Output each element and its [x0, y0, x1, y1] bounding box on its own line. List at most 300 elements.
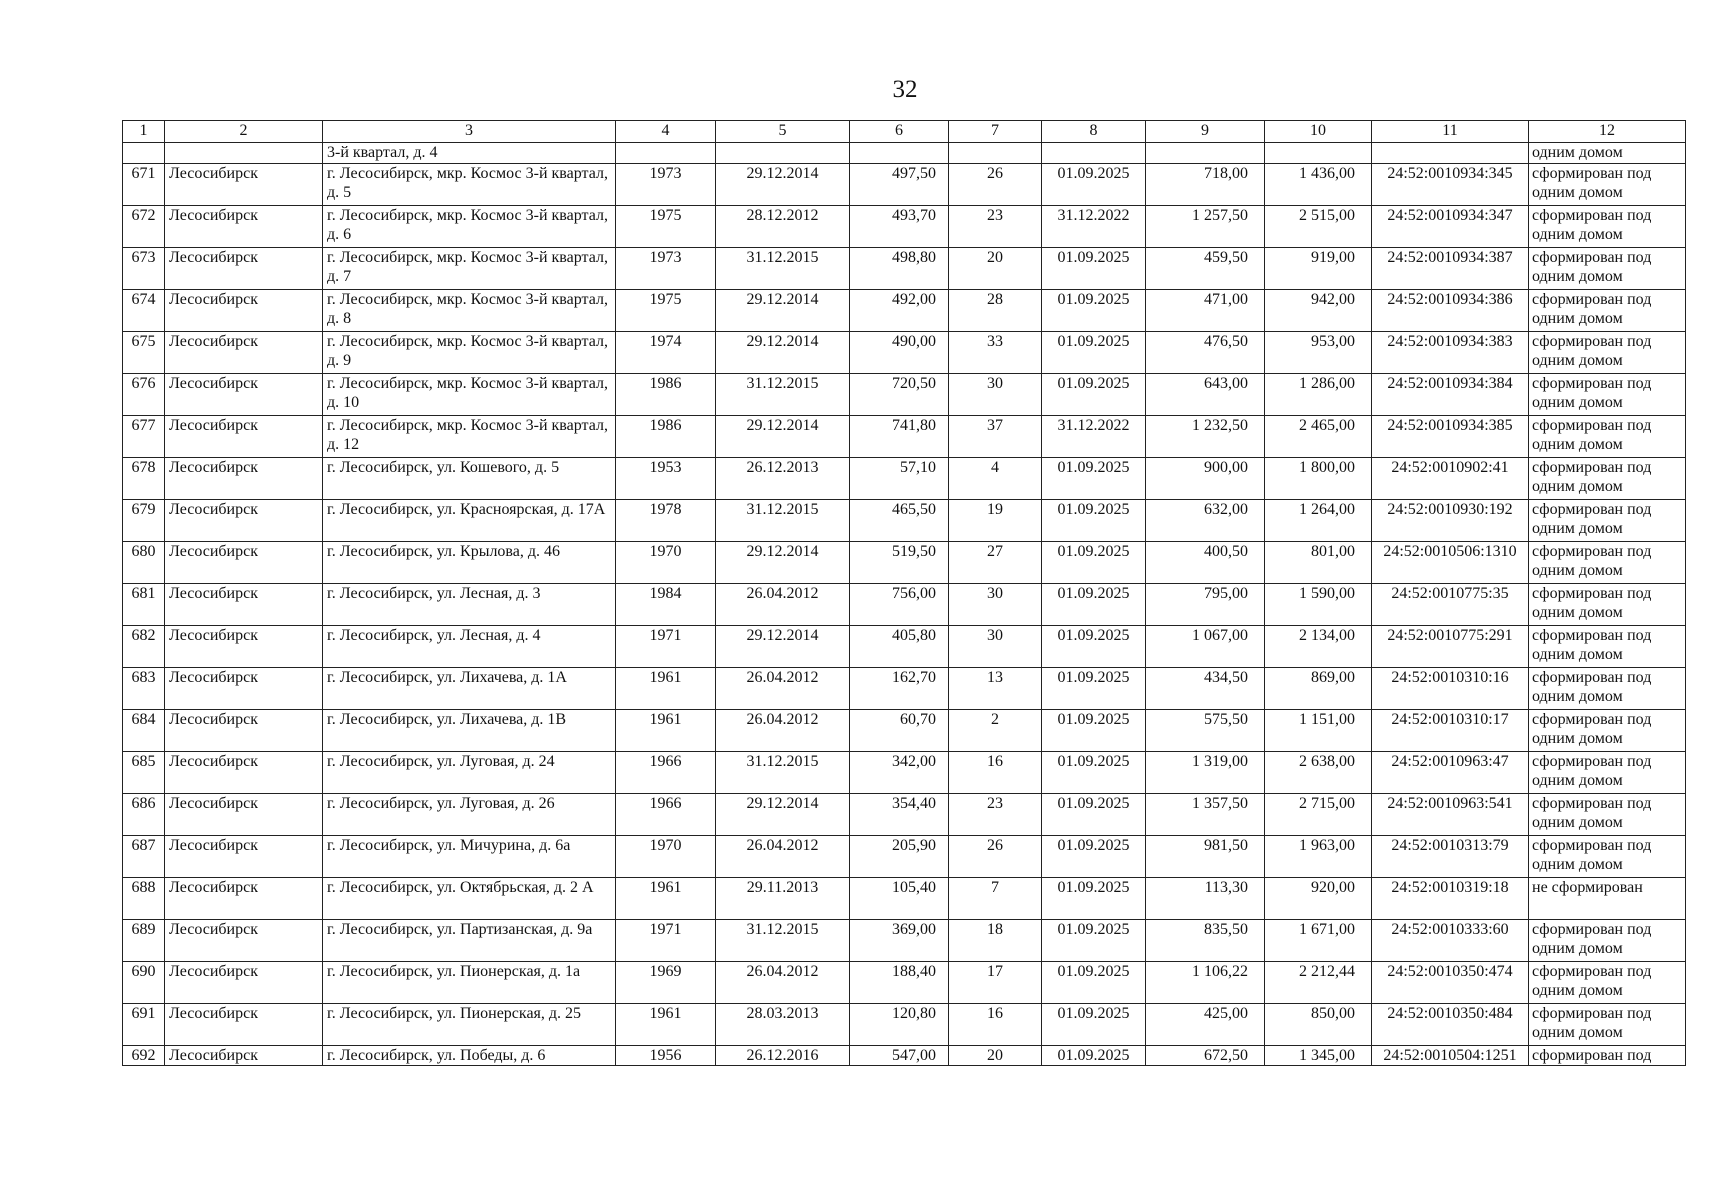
count-cell: 18 [949, 920, 1042, 962]
city-cell: Лесосибирск [165, 962, 323, 1004]
count-cell: 17 [949, 962, 1042, 1004]
table-row [123, 206, 1686, 248]
deadline-cell: 01.09.2025 [1042, 584, 1146, 626]
deadline-cell: 01.09.2025 [1042, 626, 1146, 668]
address-cell: г. Лесосибирск, мкр. Космос 3-й квартал, д. 8 [323, 290, 616, 332]
status-cell: сформирован под одним домом [1529, 752, 1686, 794]
row-number-cell: 682 [123, 626, 165, 668]
city-cell: Лесосибирск [165, 500, 323, 542]
count-cell: 26 [949, 836, 1042, 878]
count-cell: 2 [949, 710, 1042, 752]
city-cell: Лесосибирск [165, 416, 323, 458]
area-cell: 465,50 [850, 500, 949, 542]
count-cell: 27 [949, 542, 1042, 584]
count-cell: 7 [949, 878, 1042, 920]
year-cell: 1974 [616, 332, 716, 374]
area-cell: 720,50 [850, 374, 949, 416]
cadastre-number-cell: 24:52:0010934:345 [1372, 164, 1529, 206]
count-cell: 28 [949, 290, 1042, 332]
cadastre-number-cell: 24:52:0010775:291 [1372, 626, 1529, 668]
area-cell: 57,10 [850, 458, 949, 500]
deadline-cell: 01.09.2025 [1042, 920, 1146, 962]
empty-cell [1372, 143, 1529, 164]
year-cell: 1953 [616, 458, 716, 500]
deadline-cell: 01.09.2025 [1042, 542, 1146, 584]
area-cell: 105,40 [850, 878, 949, 920]
status-cell: сформирован под одним домом [1529, 542, 1686, 584]
cadastre-number-cell: 24:52:0010902:41 [1372, 458, 1529, 500]
column-header: 2 [165, 121, 323, 143]
address-cell: г. Лесосибирск, ул. Луговая, д. 24 [323, 752, 616, 794]
date-cell: 31.12.2015 [716, 374, 850, 416]
deadline-cell: 01.09.2025 [1042, 668, 1146, 710]
city-cell: Лесосибирск [165, 1046, 323, 1066]
table-row [123, 1004, 1686, 1046]
row-number-cell: 674 [123, 290, 165, 332]
count-cell: 13 [949, 668, 1042, 710]
date-cell: 29.12.2014 [716, 332, 850, 374]
deadline-cell: 31.12.2022 [1042, 206, 1146, 248]
cadastre-number-cell: 24:52:0010934:385 [1372, 416, 1529, 458]
date-cell: 28.03.2013 [716, 1004, 850, 1046]
value-cell: 801,00 [1265, 542, 1372, 584]
count-cell: 23 [949, 794, 1042, 836]
value-cell: 1 232,50 [1146, 416, 1265, 458]
row-number-cell: 678 [123, 458, 165, 500]
count-cell: 30 [949, 626, 1042, 668]
address-cell: г. Лесосибирск, мкр. Космос 3-й квартал, д. 12 [323, 416, 616, 458]
area-cell: 354,40 [850, 794, 949, 836]
row-number-cell: 684 [123, 710, 165, 752]
city-cell: Лесосибирск [165, 164, 323, 206]
column-header: 3 [323, 121, 616, 143]
year-cell: 1971 [616, 626, 716, 668]
cadastre-number-cell: 24:52:0010310:17 [1372, 710, 1529, 752]
area-cell: 369,00 [850, 920, 949, 962]
value-cell: 1 345,00 [1265, 1046, 1372, 1066]
column-header: 9 [1146, 121, 1265, 143]
area-cell: 60,70 [850, 710, 949, 752]
value-cell: 575,50 [1146, 710, 1265, 752]
row-number-cell: 689 [123, 920, 165, 962]
address-cell: г. Лесосибирск, ул. Победы, д. 6 [323, 1046, 616, 1066]
year-cell: 1961 [616, 668, 716, 710]
date-cell: 26.04.2012 [716, 584, 850, 626]
value-cell: 1 671,00 [1265, 920, 1372, 962]
row-number-cell: 685 [123, 752, 165, 794]
count-cell: 4 [949, 458, 1042, 500]
deadline-cell: 01.09.2025 [1042, 458, 1146, 500]
city-cell: Лесосибирск [165, 374, 323, 416]
table-row [123, 290, 1686, 332]
table-row [123, 752, 1686, 794]
date-cell: 26.04.2012 [716, 836, 850, 878]
year-cell: 1956 [616, 1046, 716, 1066]
year-cell: 1975 [616, 206, 716, 248]
date-cell: 29.12.2014 [716, 794, 850, 836]
city-cell: Лесосибирск [165, 920, 323, 962]
city-cell: Лесосибирск [165, 710, 323, 752]
cadastre-number-cell: 24:52:0010934:387 [1372, 248, 1529, 290]
date-cell: 29.12.2014 [716, 416, 850, 458]
value-cell: 425,00 [1146, 1004, 1265, 1046]
value-cell: 1 590,00 [1265, 584, 1372, 626]
value-cell: 434,50 [1146, 668, 1265, 710]
value-cell: 2 465,00 [1265, 416, 1372, 458]
date-cell: 26.12.2013 [716, 458, 850, 500]
status-cell: сформирован под одним домом [1529, 836, 1686, 878]
table-row [123, 164, 1686, 206]
address-cell: г. Лесосибирск, ул. Пионерская, д. 25 [323, 1004, 616, 1046]
address-cell: г. Лесосибирск, мкр. Космос 3-й квартал, д. 10 [323, 374, 616, 416]
value-cell: 1 151,00 [1265, 710, 1372, 752]
year-cell: 1971 [616, 920, 716, 962]
city-cell: Лесосибирск [165, 836, 323, 878]
address-cell: г. Лесосибирск, ул. Партизанская, д. 9а [323, 920, 616, 962]
area-cell: 741,80 [850, 416, 949, 458]
status-cell: сформирован под одним домом [1529, 1004, 1686, 1046]
status-cell: сформирован под одним домом [1529, 248, 1686, 290]
value-cell: 2 515,00 [1265, 206, 1372, 248]
year-cell: 1966 [616, 752, 716, 794]
count-cell: 30 [949, 584, 1042, 626]
table-row [123, 710, 1686, 752]
status-cell: сформирован под одним домом [1529, 332, 1686, 374]
deadline-cell: 01.09.2025 [1042, 878, 1146, 920]
status-cell: сформирован под [1529, 1046, 1686, 1066]
deadline-cell: 01.09.2025 [1042, 794, 1146, 836]
row-number-cell: 683 [123, 668, 165, 710]
value-cell: 953,00 [1265, 332, 1372, 374]
cadastre-number-cell: 24:52:0010934:383 [1372, 332, 1529, 374]
address-cell: г. Лесосибирск, ул. Луговая, д. 26 [323, 794, 616, 836]
table-row [123, 794, 1686, 836]
city-cell: Лесосибирск [165, 668, 323, 710]
table-row [123, 668, 1686, 710]
value-cell: 1 106,22 [1146, 962, 1265, 1004]
address-cell: г. Лесосибирск, ул. Лесная, д. 4 [323, 626, 616, 668]
row-number-cell: 687 [123, 836, 165, 878]
column-header: 4 [616, 121, 716, 143]
value-cell: 643,00 [1146, 374, 1265, 416]
cadastre-number-cell: 24:52:0010504:1251 [1372, 1046, 1529, 1066]
status-cell: сформирован под одним домом [1529, 962, 1686, 1004]
city-cell: Лесосибирск [165, 626, 323, 668]
value-cell: 835,50 [1146, 920, 1265, 962]
count-cell: 30 [949, 374, 1042, 416]
year-cell: 1986 [616, 416, 716, 458]
table-row [123, 878, 1686, 920]
deadline-cell: 31.12.2022 [1042, 416, 1146, 458]
city-cell: Лесосибирск [165, 878, 323, 920]
column-header: 11 [1372, 121, 1529, 143]
value-cell: 2 715,00 [1265, 794, 1372, 836]
area-cell: 497,50 [850, 164, 949, 206]
cadastre-number-cell: 24:52:0010963:541 [1372, 794, 1529, 836]
year-cell: 1961 [616, 710, 716, 752]
status-cell: не сформирован [1529, 878, 1686, 920]
deadline-cell: 01.09.2025 [1042, 248, 1146, 290]
cadastre-number-cell: 24:52:0010350:474 [1372, 962, 1529, 1004]
date-cell: 31.12.2015 [716, 920, 850, 962]
column-header: 7 [949, 121, 1042, 143]
status-cell: сформирован под одним домом [1529, 668, 1686, 710]
cadastre-number-cell: 24:52:0010775:35 [1372, 584, 1529, 626]
year-cell: 1984 [616, 584, 716, 626]
year-cell: 1975 [616, 290, 716, 332]
empty-cell [123, 143, 165, 164]
deadline-cell: 01.09.2025 [1042, 290, 1146, 332]
date-cell: 31.12.2015 [716, 248, 850, 290]
status-cell: одним домом [1529, 143, 1686, 164]
value-cell: 981,50 [1146, 836, 1265, 878]
row-number-cell: 686 [123, 794, 165, 836]
value-cell: 672,50 [1146, 1046, 1265, 1066]
address-cell: г. Лесосибирск, ул. Пионерская, д. 1а [323, 962, 616, 1004]
value-cell: 1 257,50 [1146, 206, 1265, 248]
status-cell: сформирован под одним домом [1529, 290, 1686, 332]
area-cell: 405,80 [850, 626, 949, 668]
deadline-cell: 01.09.2025 [1042, 1004, 1146, 1046]
year-cell: 1978 [616, 500, 716, 542]
row-number-cell: 680 [123, 542, 165, 584]
area-cell: 493,70 [850, 206, 949, 248]
city-cell: Лесосибирск [165, 794, 323, 836]
value-cell: 2 212,44 [1265, 962, 1372, 1004]
year-cell: 1973 [616, 164, 716, 206]
address-cell: г. Лесосибирск, ул. Лесная, д. 3 [323, 584, 616, 626]
address-cell: г. Лесосибирск, ул. Лихачева, д. 1А [323, 668, 616, 710]
cadastre-number-cell: 24:52:0010350:484 [1372, 1004, 1529, 1046]
value-cell: 1 963,00 [1265, 836, 1372, 878]
table-row [123, 626, 1686, 668]
area-cell: 756,00 [850, 584, 949, 626]
value-cell: 632,00 [1146, 500, 1265, 542]
table-row [123, 374, 1686, 416]
year-cell: 1973 [616, 248, 716, 290]
table-row [123, 1046, 1686, 1066]
cadastre-number-cell: 24:52:0010333:60 [1372, 920, 1529, 962]
city-cell: Лесосибирск [165, 752, 323, 794]
city-cell: Лесосибирск [165, 332, 323, 374]
value-cell: 1 800,00 [1265, 458, 1372, 500]
value-cell: 476,50 [1146, 332, 1265, 374]
address-cell: г. Лесосибирск, мкр. Космос 3-й квартал, д. 9 [323, 332, 616, 374]
city-cell: Лесосибирск [165, 584, 323, 626]
city-cell: Лесосибирск [165, 1004, 323, 1046]
status-cell: сформирован под одним домом [1529, 164, 1686, 206]
table-row [123, 416, 1686, 458]
area-cell: 547,00 [850, 1046, 949, 1066]
year-cell: 1969 [616, 962, 716, 1004]
table-row [123, 836, 1686, 878]
date-cell: 29.12.2014 [716, 290, 850, 332]
address-cell: г. Лесосибирск, мкр. Космос 3-й квартал, д. 7 [323, 248, 616, 290]
status-cell: сформирован под одним домом [1529, 710, 1686, 752]
column-header: 5 [716, 121, 850, 143]
status-cell: сформирован под одним домом [1529, 920, 1686, 962]
city-cell: Лесосибирск [165, 290, 323, 332]
cadastre-number-cell: 24:52:0010934:386 [1372, 290, 1529, 332]
date-cell: 29.12.2014 [716, 164, 850, 206]
value-cell: 869,00 [1265, 668, 1372, 710]
value-cell: 1 357,50 [1146, 794, 1265, 836]
row-number-cell: 681 [123, 584, 165, 626]
row-number-cell: 676 [123, 374, 165, 416]
table-row [123, 920, 1686, 962]
deadline-cell: 01.09.2025 [1042, 1046, 1146, 1066]
date-cell: 26.12.2016 [716, 1046, 850, 1066]
date-cell: 26.04.2012 [716, 962, 850, 1004]
column-number-row [123, 121, 1686, 143]
area-cell: 120,80 [850, 1004, 949, 1046]
year-cell: 1970 [616, 836, 716, 878]
address-cell: г. Лесосибирск, ул. Октябрьская, д. 2 А [323, 878, 616, 920]
empty-cell [165, 143, 323, 164]
table-row [123, 542, 1686, 584]
row-number-cell: 677 [123, 416, 165, 458]
table-row [123, 962, 1686, 1004]
area-cell: 205,90 [850, 836, 949, 878]
date-cell: 26.04.2012 [716, 710, 850, 752]
date-cell: 29.11.2013 [716, 878, 850, 920]
value-cell: 2 134,00 [1265, 626, 1372, 668]
value-cell: 795,00 [1146, 584, 1265, 626]
status-cell: сформирован под одним домом [1529, 794, 1686, 836]
address-cell: г. Лесосибирск, ул. Крылова, д. 46 [323, 542, 616, 584]
empty-cell [1265, 143, 1372, 164]
date-cell: 31.12.2015 [716, 752, 850, 794]
value-cell: 850,00 [1265, 1004, 1372, 1046]
value-cell: 1 264,00 [1265, 500, 1372, 542]
deadline-cell: 01.09.2025 [1042, 374, 1146, 416]
status-cell: сформирован под одним домом [1529, 584, 1686, 626]
deadline-cell: 01.09.2025 [1042, 962, 1146, 1004]
row-number-cell: 688 [123, 878, 165, 920]
value-cell: 400,50 [1146, 542, 1265, 584]
value-cell: 1 436,00 [1265, 164, 1372, 206]
row-number-cell: 679 [123, 500, 165, 542]
row-number-cell: 671 [123, 164, 165, 206]
status-cell: сформирован под одним домом [1529, 626, 1686, 668]
deadline-cell: 01.09.2025 [1042, 164, 1146, 206]
cadastre-number-cell: 24:52:0010310:16 [1372, 668, 1529, 710]
value-cell: 920,00 [1265, 878, 1372, 920]
area-cell: 498,80 [850, 248, 949, 290]
year-cell: 1961 [616, 1004, 716, 1046]
value-cell: 1 319,00 [1146, 752, 1265, 794]
status-cell: сформирован под одним домом [1529, 458, 1686, 500]
year-cell: 1986 [616, 374, 716, 416]
column-header: 1 [123, 121, 165, 143]
area-cell: 519,50 [850, 542, 949, 584]
continued-row [123, 143, 1686, 164]
row-number-cell: 675 [123, 332, 165, 374]
cadastre-number-cell: 24:52:0010930:192 [1372, 500, 1529, 542]
deadline-cell: 01.09.2025 [1042, 710, 1146, 752]
table-row [123, 458, 1686, 500]
area-cell: 162,70 [850, 668, 949, 710]
area-cell: 490,00 [850, 332, 949, 374]
cadastre-number-cell: 24:52:0010506:1310 [1372, 542, 1529, 584]
value-cell: 1 067,00 [1146, 626, 1265, 668]
address-cell: г. Лесосибирск, мкр. Космос 3-й квартал, д. 6 [323, 206, 616, 248]
housing-register-table [122, 120, 1686, 1066]
date-cell: 29.12.2014 [716, 626, 850, 668]
count-cell: 23 [949, 206, 1042, 248]
row-number-cell: 691 [123, 1004, 165, 1046]
value-cell: 718,00 [1146, 164, 1265, 206]
date-cell: 29.12.2014 [716, 542, 850, 584]
cadastre-number-cell: 24:52:0010934:384 [1372, 374, 1529, 416]
cadastre-number-cell: 24:52:0010313:79 [1372, 836, 1529, 878]
address-cell: г. Лесосибирск, ул. Лихачева, д. 1В [323, 710, 616, 752]
table-row [123, 332, 1686, 374]
page-number: 32 [892, 76, 918, 103]
value-cell: 900,00 [1146, 458, 1265, 500]
status-cell: сформирован под одним домом [1529, 500, 1686, 542]
empty-cell [949, 143, 1042, 164]
column-header: 8 [1042, 121, 1146, 143]
value-cell: 459,50 [1146, 248, 1265, 290]
column-header: 6 [850, 121, 949, 143]
address-cell: г. Лесосибирск, ул. Мичурина, д. 6а [323, 836, 616, 878]
date-cell: 26.04.2012 [716, 668, 850, 710]
column-header: 12 [1529, 121, 1686, 143]
row-number-cell: 672 [123, 206, 165, 248]
city-cell: Лесосибирск [165, 458, 323, 500]
value-cell: 113,30 [1146, 878, 1265, 920]
area-cell: 342,00 [850, 752, 949, 794]
column-header: 10 [1265, 121, 1372, 143]
city-cell: Лесосибирск [165, 542, 323, 584]
count-cell: 37 [949, 416, 1042, 458]
status-cell: сформирован под одним домом [1529, 206, 1686, 248]
row-number-cell: 690 [123, 962, 165, 1004]
table-row [123, 584, 1686, 626]
table-row [123, 500, 1686, 542]
count-cell: 16 [949, 752, 1042, 794]
count-cell: 16 [949, 1004, 1042, 1046]
deadline-cell: 01.09.2025 [1042, 836, 1146, 878]
value-cell: 471,00 [1146, 290, 1265, 332]
count-cell: 20 [949, 248, 1042, 290]
deadline-cell: 01.09.2025 [1042, 332, 1146, 374]
address-cell: г. Лесосибирск, ул. Кошевого, д. 5 [323, 458, 616, 500]
area-cell: 492,00 [850, 290, 949, 332]
status-cell: сформирован под одним домом [1529, 416, 1686, 458]
count-cell: 20 [949, 1046, 1042, 1066]
value-cell: 1 286,00 [1265, 374, 1372, 416]
empty-cell [1042, 143, 1146, 164]
date-cell: 28.12.2012 [716, 206, 850, 248]
table-row [123, 248, 1686, 290]
address-cell: г. Лесосибирск, мкр. Космос 3-й квартал, д. 5 [323, 164, 616, 206]
address-cell: г. Лесосибирск, ул. Красноярская, д. 17А [323, 500, 616, 542]
status-cell: сформирован под одним домом [1529, 374, 1686, 416]
year-cell: 1961 [616, 878, 716, 920]
count-cell: 19 [949, 500, 1042, 542]
city-cell: Лесосибирск [165, 248, 323, 290]
deadline-cell: 01.09.2025 [1042, 752, 1146, 794]
value-cell: 942,00 [1265, 290, 1372, 332]
value-cell: 919,00 [1265, 248, 1372, 290]
empty-cell [850, 143, 949, 164]
area-cell: 188,40 [850, 962, 949, 1004]
year-cell: 1966 [616, 794, 716, 836]
row-number-cell: 673 [123, 248, 165, 290]
city-cell: Лесосибирск [165, 206, 323, 248]
